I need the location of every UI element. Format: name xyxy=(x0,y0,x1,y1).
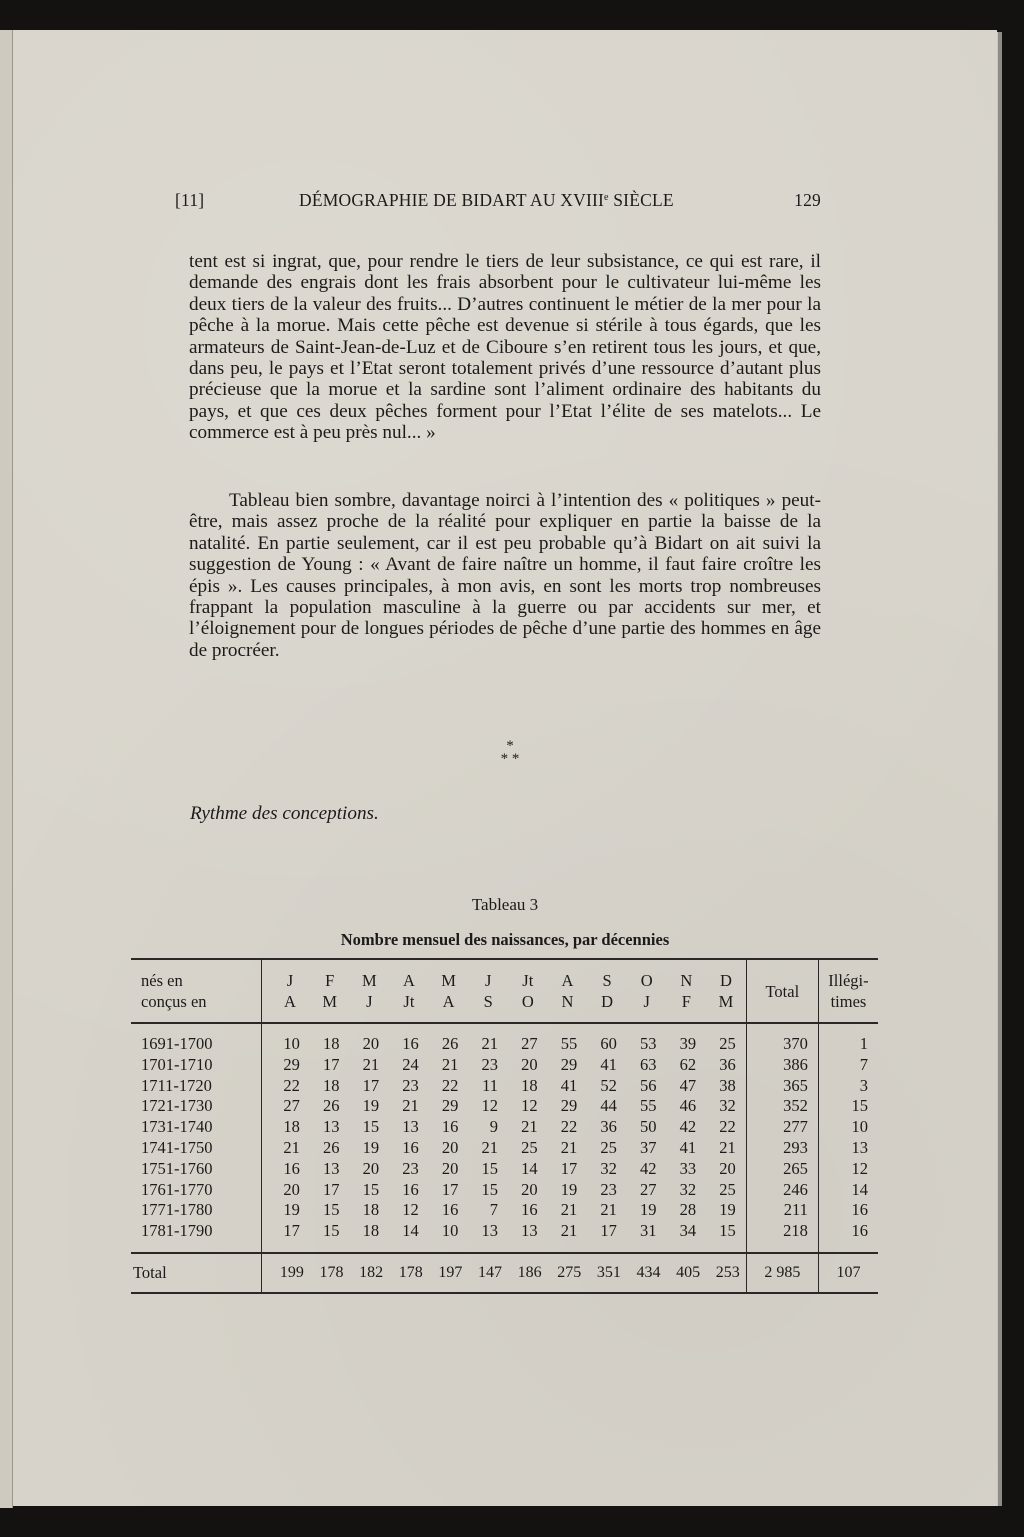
month-count-cell: 50 xyxy=(639,1117,657,1137)
grand-total: 2 985 xyxy=(746,1253,818,1293)
month-count-cell: 18 xyxy=(322,1034,340,1053)
total-cell: 147 xyxy=(477,1263,502,1281)
month-count-cell: 32 xyxy=(679,1179,697,1199)
month-count-cell: 26 xyxy=(441,1034,459,1053)
month-count-cell: 23 xyxy=(600,1179,617,1199)
month-count-cell: 21 xyxy=(600,1200,617,1220)
illegitimate-cell: 12 xyxy=(818,1159,878,1180)
month-conceived: O xyxy=(521,992,534,1011)
total-cell: 199 xyxy=(262,1253,310,1293)
month-count-cell: 25 xyxy=(600,1137,617,1157)
illegitimate-header-bottom: times xyxy=(830,992,867,1011)
month-header xyxy=(429,959,469,1023)
month-count-cell: 16 xyxy=(402,1034,419,1053)
month-header xyxy=(666,959,706,1023)
month-count-cell: 22 xyxy=(262,1076,310,1097)
month-born: O xyxy=(640,971,653,990)
month-count-cell: 10 xyxy=(441,1221,459,1241)
month-header xyxy=(262,959,310,1023)
table-total-section xyxy=(131,1253,878,1293)
month-count-cell: 16 xyxy=(402,1137,419,1157)
binding-gutter xyxy=(0,30,13,1508)
month-born: J xyxy=(484,971,492,990)
row-total-cell: 277 xyxy=(746,1117,818,1138)
month-conceived: F xyxy=(681,992,691,1011)
running-head xyxy=(175,190,825,216)
month-born: F xyxy=(325,971,335,990)
month-count-cell: 23 xyxy=(402,1075,419,1095)
month-count-cell: 55 xyxy=(639,1096,657,1116)
section-title: Rythme des conceptions. xyxy=(190,803,379,824)
month-count-cell: 28 xyxy=(679,1200,697,1220)
total-cell: 197 xyxy=(438,1263,463,1281)
month-count-cell: 21 xyxy=(521,1117,538,1137)
table-row xyxy=(131,1096,878,1117)
month-count-cell: 16 xyxy=(441,1200,459,1220)
month-count-cell: 15 xyxy=(719,1221,736,1241)
month-count-cell: 18 xyxy=(262,1117,310,1138)
month-count-cell: 19 xyxy=(262,1200,310,1221)
month-conceived: J xyxy=(643,992,650,1011)
month-count-cell: 14 xyxy=(402,1221,419,1241)
illegitimate-header-top: Illégi- xyxy=(828,971,869,990)
month-born: Jt xyxy=(522,971,534,990)
month-count-cell: 26 xyxy=(322,1137,340,1157)
month-born: J xyxy=(286,971,294,990)
decade-cell: 1771-1780 xyxy=(141,1200,213,1220)
illegitimate-cell: 13 xyxy=(818,1138,878,1159)
month-born: M xyxy=(361,971,377,990)
month-count-cell: 9 xyxy=(489,1117,498,1137)
total-cell: 186 xyxy=(517,1263,542,1281)
row-header-conceived: conçus en xyxy=(141,992,207,1011)
total-cell: 405 xyxy=(676,1263,701,1281)
month-count-cell: 21 xyxy=(560,1137,578,1157)
paragraph-text: Tableau bien sombre, davantage noirci à l’intention des « politiques » peut-être, mais assez proche de la réalité pour expliquer en partie la baisse de la natalité. En partie seulement, car il est peu probable qu’à Bidart on ait suivi la suggestion de Young : « Avant de faire naître un homme, il faut faire croître les épis ». Les causes principales, à mon avis, en sont les morts trop nombreuses frappant la population masculine à la guerre ou par accidents sur mer, et l’éloignement pour de longues périodes de pêche d’une partie des hommes en âge de procréer. xyxy=(189,490,821,661)
month-count-cell: 22 xyxy=(560,1117,578,1137)
month-count-cell: 12 xyxy=(521,1096,538,1116)
month-count-cell: 41 xyxy=(600,1054,617,1074)
month-count-cell: 56 xyxy=(639,1075,657,1095)
month-count-cell: 20 xyxy=(521,1054,538,1074)
table-row xyxy=(131,1159,878,1180)
month-count-cell: 25 xyxy=(719,1034,736,1053)
month-count-cell: 55 xyxy=(560,1034,578,1053)
row-total-cell: 218 xyxy=(746,1221,818,1253)
table-caption: Tableau 3 xyxy=(471,895,539,914)
month-count-cell: 19 xyxy=(560,1179,578,1199)
row-total-cell: 370 xyxy=(746,1023,818,1055)
month-conceived: A xyxy=(284,992,296,1011)
month-header xyxy=(548,959,588,1023)
month-header xyxy=(627,959,667,1023)
month-count-cell: 14 xyxy=(521,1158,538,1178)
month-conceived: M xyxy=(718,992,734,1011)
month-count-cell: 20 xyxy=(441,1158,459,1178)
month-conceived: N xyxy=(561,992,574,1011)
illegitimate-header xyxy=(818,959,878,1023)
table-row xyxy=(131,1180,878,1201)
decade-cell: 1721-1730 xyxy=(141,1096,213,1116)
total-header: Total xyxy=(746,959,818,1023)
month-count-cell: 29 xyxy=(560,1096,578,1116)
month-count-cell: 27 xyxy=(521,1034,538,1053)
totals-row xyxy=(131,1253,878,1293)
month-count-cell: 36 xyxy=(600,1117,617,1137)
month-born: M xyxy=(441,971,456,990)
month-count-cell: 11 xyxy=(482,1075,498,1095)
month-count-cell: 47 xyxy=(679,1075,697,1095)
month-count-cell: 13 xyxy=(402,1117,419,1137)
month-count-cell: 36 xyxy=(719,1054,736,1074)
month-count-cell: 20 xyxy=(521,1179,538,1199)
month-count-cell: 63 xyxy=(639,1054,657,1074)
table-row xyxy=(131,1200,878,1221)
decade-cell: 1731-1740 xyxy=(141,1117,213,1137)
asterism-top: * xyxy=(506,738,514,754)
table-title: Nombre mensuel des naissances, par décennies xyxy=(340,930,670,949)
illegitimate-cell: 7 xyxy=(818,1055,878,1076)
month-count-cell: 29 xyxy=(441,1096,459,1116)
month-conceived: A xyxy=(442,992,455,1011)
illegitimate-cell: 1 xyxy=(818,1023,878,1055)
month-count-cell: 22 xyxy=(441,1075,459,1095)
month-count-cell: 13 xyxy=(322,1117,340,1137)
month-count-cell: 39 xyxy=(679,1034,697,1053)
month-count-cell: 13 xyxy=(521,1221,538,1241)
month-born: D xyxy=(719,971,732,990)
month-count-cell: 7 xyxy=(489,1200,498,1220)
decade-cell: 1741-1750 xyxy=(141,1137,213,1157)
illegitimate-cell: 3 xyxy=(818,1076,878,1097)
month-count-cell: 33 xyxy=(679,1158,697,1178)
running-title xyxy=(299,190,674,211)
month-count-cell: 21 xyxy=(481,1034,498,1053)
month-count-cell: 17 xyxy=(322,1054,340,1074)
month-count-cell: 62 xyxy=(679,1054,697,1074)
month-count-cell: 20 xyxy=(362,1034,380,1053)
decade-cell: 1701-1710 xyxy=(141,1054,213,1074)
births-table xyxy=(131,958,878,1294)
month-count-cell: 53 xyxy=(639,1034,657,1053)
illegitimate-cell: 16 xyxy=(818,1221,878,1253)
month-count-cell: 10 xyxy=(262,1023,310,1055)
month-count-cell: 19 xyxy=(362,1137,380,1157)
month-count-cell: 16 xyxy=(262,1159,310,1180)
paragraph-text: tent est si ingrat, que, pour rendre le tiers de leur subsistance, ce qui est rare, il demande des engrais dont les frais absorbent pour le cultivateur lui-même les deux tiers de la valeur des fruits... D’autres continuent le métier de la mer pour la pêche à la morue. Mais cette pêche est devenue si stérile à tous égards, que les armateurs de Saint-Jean-de-Luz et de Ciboure s’en retirent tous les jours, et que, dans peu, le pays et l’Etat seront totalement privés d’une ressource d’autant plus précieuse que la morue et la sardine sont l’aliment ordinaire des habitants du pays, et que ces deux pêches forment pour l’Etat l’élite de ses matelots... Le commerce est à peu près nul... » xyxy=(189,251,821,444)
row-total-cell: 293 xyxy=(746,1138,818,1159)
month-count-cell: 15 xyxy=(481,1158,498,1178)
month-count-cell: 32 xyxy=(600,1158,617,1178)
month-header xyxy=(468,959,508,1023)
decade-cell: 1781-1790 xyxy=(141,1221,213,1241)
month-header xyxy=(349,959,389,1023)
row-total-cell: 352 xyxy=(746,1096,818,1117)
row-total-cell: 365 xyxy=(746,1076,818,1097)
asterism-divider xyxy=(470,740,550,766)
month-count-cell: 18 xyxy=(322,1075,340,1095)
running-title-suffix: SIÈCLE xyxy=(608,190,674,210)
running-title-superscript: e xyxy=(604,192,609,203)
total-cell: 178 xyxy=(319,1263,344,1281)
month-count-cell: 60 xyxy=(600,1034,617,1053)
month-count-cell: 27 xyxy=(262,1096,310,1117)
asterism-bottom: * * xyxy=(500,751,520,767)
total-cell: 434 xyxy=(636,1263,661,1281)
month-count-cell: 52 xyxy=(600,1075,617,1095)
month-count-cell: 46 xyxy=(679,1096,697,1116)
decade-cell: 1751-1760 xyxy=(141,1158,213,1178)
month-count-cell: 16 xyxy=(402,1179,419,1199)
month-count-cell: 21 xyxy=(362,1054,380,1074)
month-count-cell: 20 xyxy=(441,1137,459,1157)
illegitimate-cell: 14 xyxy=(818,1180,878,1201)
illegitimate-cell: 10 xyxy=(818,1117,878,1138)
month-count-cell: 17 xyxy=(362,1075,380,1095)
month-header xyxy=(508,959,548,1023)
month-count-cell: 15 xyxy=(322,1200,340,1220)
month-conceived: S xyxy=(483,992,493,1011)
month-count-cell: 19 xyxy=(719,1200,736,1220)
row-total-cell: 386 xyxy=(746,1055,818,1076)
month-count-cell: 17 xyxy=(560,1158,578,1178)
month-count-cell: 38 xyxy=(719,1075,736,1095)
table-row xyxy=(131,1023,878,1055)
month-born: S xyxy=(602,971,612,990)
month-count-cell: 42 xyxy=(639,1158,657,1178)
month-conceived: D xyxy=(601,992,613,1011)
row-total-cell: 211 xyxy=(746,1200,818,1221)
month-count-cell: 13 xyxy=(322,1158,340,1178)
paragraph-2 xyxy=(189,490,821,661)
totals-label: Total xyxy=(133,1262,167,1282)
decade-cell: 1761-1770 xyxy=(141,1179,213,1199)
month-count-cell: 23 xyxy=(402,1158,419,1178)
month-count-cell: 12 xyxy=(402,1200,419,1220)
month-count-cell: 24 xyxy=(402,1054,419,1074)
month-count-cell: 17 xyxy=(600,1221,617,1241)
month-count-cell: 19 xyxy=(362,1096,380,1116)
month-header xyxy=(587,959,627,1023)
month-count-cell: 41 xyxy=(560,1075,578,1095)
month-count-cell: 25 xyxy=(719,1179,736,1199)
month-count-cell: 32 xyxy=(719,1096,736,1116)
month-count-cell: 19 xyxy=(639,1200,657,1220)
month-count-cell: 18 xyxy=(362,1221,380,1241)
month-count-cell: 21 xyxy=(560,1221,578,1241)
month-born: A xyxy=(561,971,574,990)
total-cell: 275 xyxy=(557,1263,582,1281)
month-count-cell: 41 xyxy=(679,1137,697,1157)
month-count-cell: 37 xyxy=(639,1137,657,1157)
table-header-row xyxy=(131,959,878,1023)
illegitimate-cell: 16 xyxy=(818,1200,878,1221)
month-born: A xyxy=(402,971,415,990)
month-count-cell: 42 xyxy=(679,1117,697,1137)
month-header xyxy=(706,959,746,1023)
month-count-cell: 31 xyxy=(639,1221,657,1241)
decade-cell: 1691-1700 xyxy=(141,1034,213,1053)
month-count-cell: 15 xyxy=(481,1179,498,1199)
month-count-cell: 13 xyxy=(481,1221,498,1241)
row-total-cell: 265 xyxy=(746,1159,818,1180)
month-count-cell: 21 xyxy=(441,1054,459,1074)
month-count-cell: 20 xyxy=(362,1158,380,1178)
table-row xyxy=(131,1076,878,1097)
row-header-cell xyxy=(131,959,262,1023)
total-cell: 182 xyxy=(359,1263,384,1281)
month-count-cell: 29 xyxy=(560,1054,578,1074)
table-body xyxy=(131,1023,878,1253)
section-number: [11] xyxy=(175,190,205,210)
decade-cell: 1711-1720 xyxy=(141,1075,212,1095)
month-count-cell: 34 xyxy=(679,1221,697,1241)
table-row xyxy=(131,1221,878,1253)
month-header xyxy=(389,959,429,1023)
month-count-cell: 21 xyxy=(560,1200,578,1220)
row-header-born: nés en xyxy=(141,971,183,990)
month-conceived: J xyxy=(366,992,373,1011)
total-cell: 178 xyxy=(398,1263,423,1281)
total-cell: 351 xyxy=(596,1263,621,1281)
month-count-cell: 27 xyxy=(639,1179,657,1199)
page-number: 129 xyxy=(794,190,821,210)
page-edge xyxy=(997,32,1002,1506)
month-count-cell: 18 xyxy=(362,1200,380,1220)
month-count-cell: 16 xyxy=(441,1117,459,1137)
month-count-cell: 21 xyxy=(719,1137,736,1157)
month-count-cell: 17 xyxy=(322,1179,340,1199)
month-count-cell: 21 xyxy=(481,1137,498,1157)
month-count-cell: 21 xyxy=(402,1096,419,1116)
running-title-text: DÉMOGRAPHIE DE BIDART AU XVIII xyxy=(299,190,605,210)
total-cell: 253 xyxy=(715,1263,740,1281)
month-count-cell: 15 xyxy=(322,1221,340,1241)
month-count-cell: 12 xyxy=(481,1096,498,1116)
month-header xyxy=(310,959,350,1023)
month-count-cell: 23 xyxy=(481,1054,498,1074)
paragraph-1 xyxy=(189,251,821,444)
month-count-cell: 18 xyxy=(521,1075,538,1095)
month-count-cell: 16 xyxy=(521,1200,538,1220)
month-conceived: Jt xyxy=(403,992,415,1011)
month-count-cell: 20 xyxy=(262,1180,310,1201)
month-conceived: M xyxy=(322,992,337,1011)
month-count-cell: 15 xyxy=(362,1117,380,1137)
table-row xyxy=(131,1117,878,1138)
month-count-cell: 25 xyxy=(521,1137,538,1157)
month-count-cell: 26 xyxy=(322,1096,340,1116)
month-count-cell: 15 xyxy=(362,1179,380,1199)
table-row xyxy=(131,1138,878,1159)
month-born: N xyxy=(680,971,693,990)
row-total-cell: 246 xyxy=(746,1180,818,1201)
table-row xyxy=(131,1055,878,1076)
month-count-cell: 20 xyxy=(719,1158,736,1178)
illegitimate-grand-total: 107 xyxy=(818,1253,878,1293)
month-count-cell: 29 xyxy=(262,1055,310,1076)
month-count-cell: 17 xyxy=(262,1221,310,1253)
month-count-cell: 21 xyxy=(262,1138,310,1159)
month-count-cell: 22 xyxy=(719,1117,736,1137)
illegitimate-cell: 15 xyxy=(818,1096,878,1117)
month-count-cell: 44 xyxy=(600,1096,617,1116)
month-count-cell: 17 xyxy=(441,1179,459,1199)
